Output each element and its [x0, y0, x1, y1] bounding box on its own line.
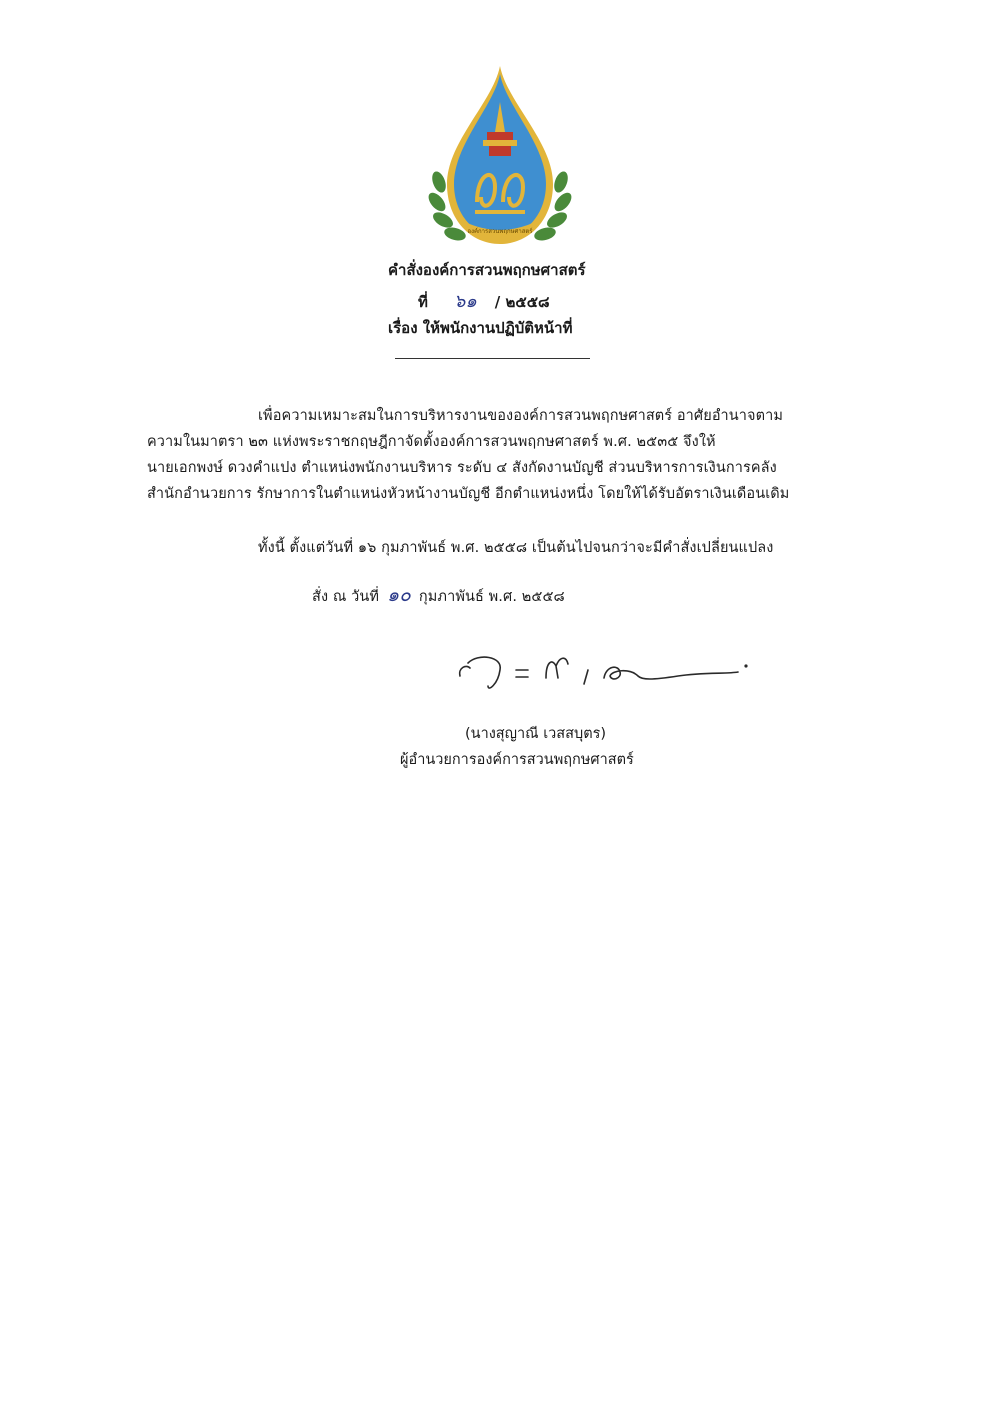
effective-date-line: ทั้งนี้ ตั้งแต่วันที่ ๑๖ กุมภาพันธ์ พ.ศ. ๒๕๕๘ เป็นต้นไปจนกว่าจะมีคำสั่งเปลี่ยนแปลง — [258, 540, 774, 556]
order-number-handwritten: ๖๑ — [453, 291, 477, 312]
body-line-3: นายเอกพงษ์ ดวงคำแปง ตำแหน่งพนักงานบริหาร ระดับ ๔ สังกัดงานบัญชี ส่วนบริหารการเงินการคลัง — [147, 460, 777, 476]
order-subject: เรื่อง ให้พนักงานปฏิบัติหน้าที่ — [388, 319, 573, 337]
order-number-prefix: ที่ — [418, 293, 428, 311]
signer-name: (นางสุญาณี เวสสบุตร) — [465, 726, 607, 742]
ordered-day-handwritten: ๑๐ — [387, 584, 411, 606]
signer-title: ผู้อำนวยการองค์การสวนพฤกษศาสตร์ — [400, 752, 634, 768]
order-number-suffix: / ๒๕๕๘ — [494, 293, 550, 311]
ordered-date-prefix: สั่ง ณ วันที่ — [312, 589, 380, 605]
handwritten-signature — [448, 648, 748, 698]
order-number — [418, 286, 550, 315]
order-title: คำสั่งองค์การสวนพฤกษศาสตร์ — [388, 261, 586, 279]
body-line-2: ความในมาตรา ๒๓ แห่งพระราชกฤษฎีกาจัดตั้งองค์การสวนพฤกษศาสตร์ พ.ศ. ๒๕๓๕ จึงให้ — [147, 434, 716, 450]
ordered-date-line — [312, 580, 565, 610]
ordered-date-suffix: กุมภาพันธ์ พ.ศ. ๒๕๕๘ — [418, 589, 565, 605]
organization-emblem — [425, 62, 575, 252]
emblem-text: องค์การสวนพฤกษศาสตร์ — [467, 228, 533, 235]
body-line-1: เพื่อความเหมาะสมในการบริหารงานขององค์การสวนพฤกษศาสตร์ อาศัยอำนาจตาม — [258, 408, 784, 424]
body-line-4: สำนักอำนวยการ รักษาการในตำแหน่งหัวหน้างานบัญชี อีกตำแหน่งหนึ่ง โดยให้ได้รับอัตราเงินเดือนเดิม — [147, 486, 790, 502]
header-divider — [395, 358, 590, 359]
